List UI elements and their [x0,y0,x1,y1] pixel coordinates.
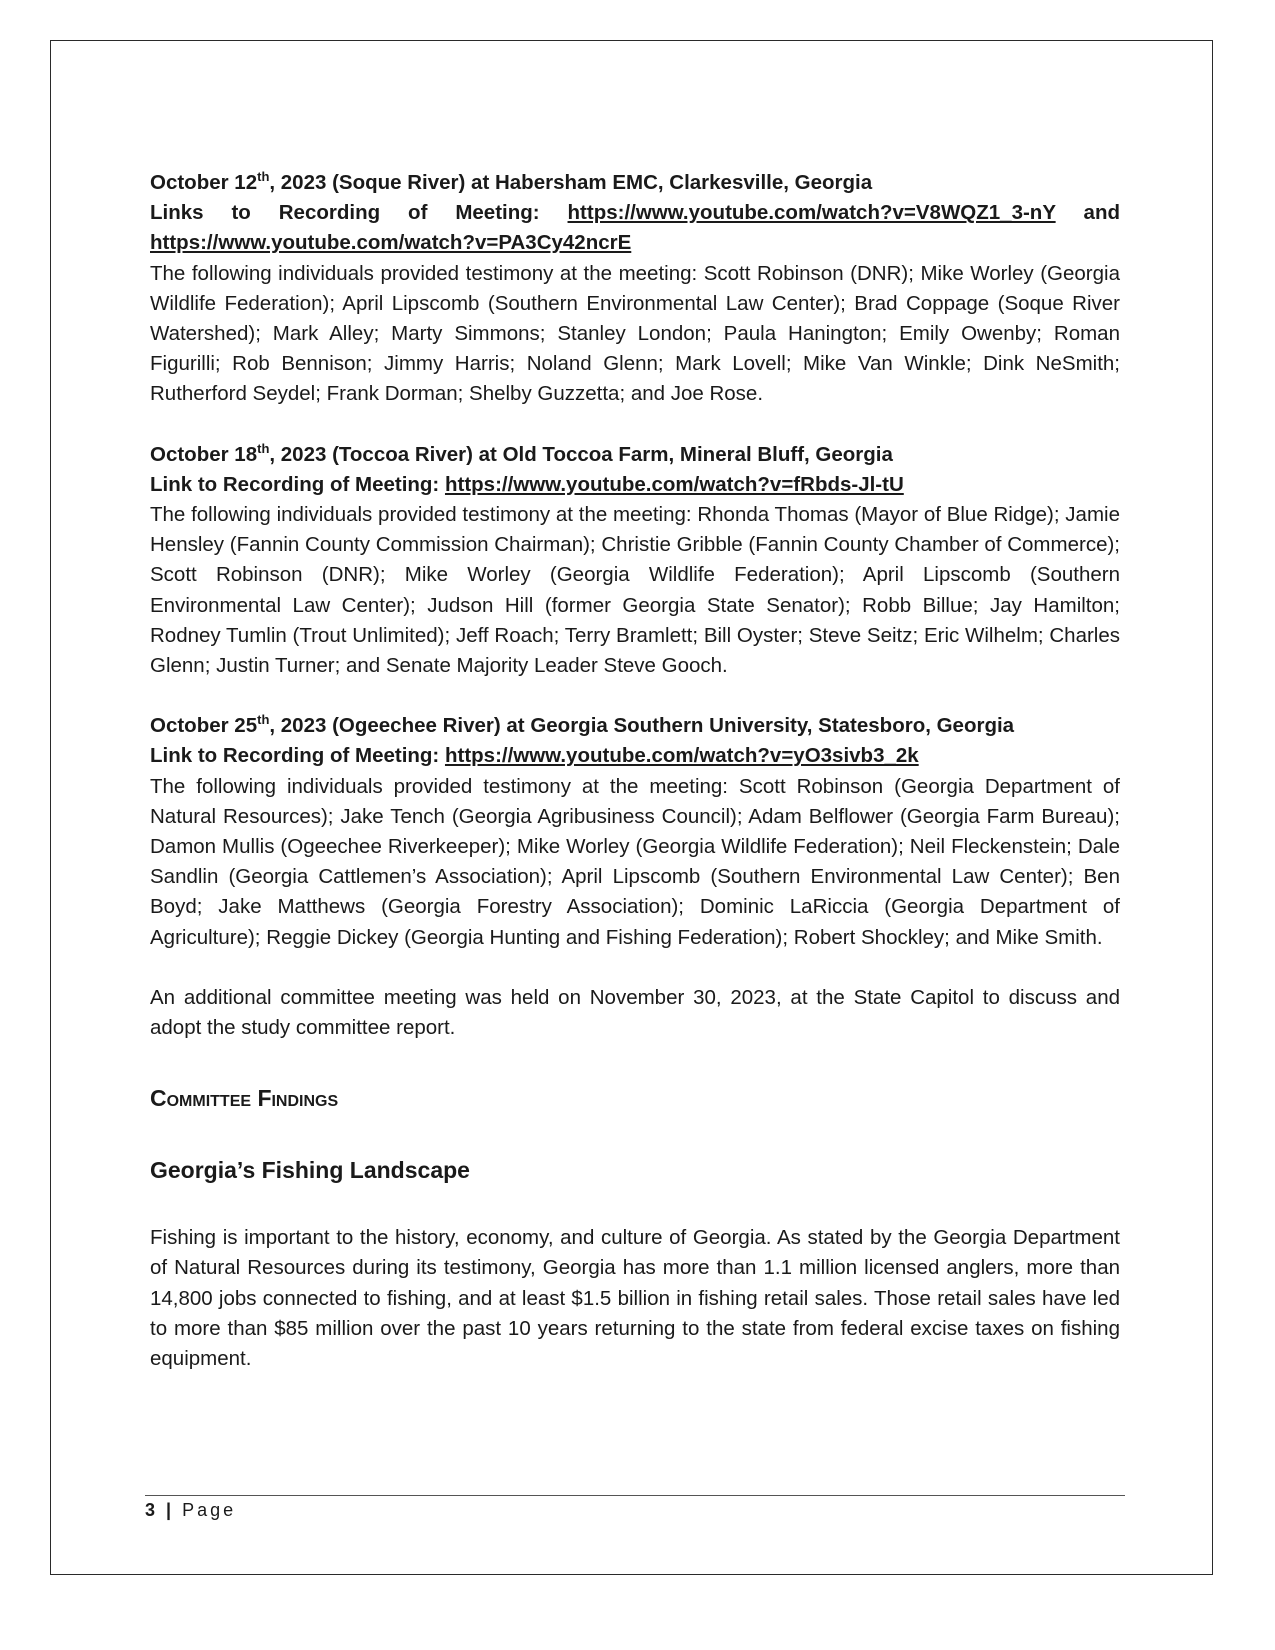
document-body [150,168,1120,1374]
recording-link[interactable]: https://www.youtube.com/watch?v=fRbds-Jl-tU [444,472,904,496]
additional-meeting-note: An additional committee meeting was held on November 30, 2023, at the State Capitol to discuss and adopt the study committee report. [150,985,1120,1040]
recording-label: Links to Recording of Meeting: [150,201,568,225]
recording-links [150,741,1120,771]
meeting-location: , 2023 (Ogeechee River) at Georgia Southern University, Statesboro, Georgia [269,714,1015,738]
recording-link[interactable]: https://www.youtube.com/watch?v=yO3sivb3_2k [444,744,919,768]
date-ordinal: th [257,712,270,728]
testimony-list: The following individuals provided testimony at the meeting: Scott Robinson (Georgia Department of Natural Resources); Jake Tench (Georgia Agribusiness Council); Adam Belflower (Georgia Farm Bureau); Damon Mullis (Ogeechee Riverkeeper); Mike Worley (Georgia Wildlife Federation); Neil Fleckenstein; Dale Sandlin (Georgia Cattlemen’s Association); April Lipscomb (Southern Environmental Law Center); Ben Boyd; Jake Matthews (Georgia Forestry Association); Dominic LaRiccia (Georgia Department of Agriculture); Reggie Dickey (Georgia Hunting and Fishing Federation); Robert Shockley; and Mike Smith. [150,774,1120,949]
meeting-location: , 2023 (Soque River) at Habersham EMC, Clarkesville, Georgia [269,171,873,194]
date-ordinal: th [257,440,270,456]
recording-link[interactable]: https://www.youtube.com/watch?v=V8WQZ1_3-nY [567,201,1056,225]
page-label: Page [182,1500,237,1520]
meeting-soque-river [150,168,1120,410]
sub-heading: Georgia’s Fishing Landscape [150,1157,470,1184]
recording-link[interactable]: https://www.youtube.com/watch?v=PA3Cy42ncrE [150,231,632,255]
meeting-ogeechee-river [150,711,1120,953]
section-heading: Committee Findings [150,1085,339,1112]
page-number: 3 [145,1500,159,1520]
meeting-date: October 12 [150,171,258,194]
recording-label: Link to Recording of Meeting: [150,744,445,768]
footer-separator: | [158,1500,183,1520]
page-footer [145,1500,236,1521]
testimony-list: The following individuals provided testimony at the meeting: Scott Robinson (DNR); Mike Worley (Georgia Wildlife Federation); April Lipscomb (Southern Environmental Law Center); Brad Coppage (Soque River Watershed); Mark Alley; Marty Simmons; Stanley London; Paula Hanington; Emily Owenby; Roman Figurilli; Rob Bennison; Jimmy Harris; Noland Glenn; Mark Lovell; Mike Van Winkle; Dink NeSmith; Rutherford Seydel; Frank Dorman; Shelby Guzzetta; and Joe Rose. [150,261,1120,406]
footer-divider [145,1495,1125,1496]
meeting-title [150,440,1120,470]
meeting-date: October 25 [150,714,258,738]
date-ordinal: th [257,169,270,185]
recording-links [150,470,1120,500]
recording-links [150,198,1120,258]
meeting-title [150,711,1120,741]
meeting-location: , 2023 (Toccoa River) at Old Toccoa Farm, Mineral Bluff, Georgia [269,442,893,466]
meeting-date: October 18 [150,442,258,466]
body-paragraph: Fishing is important to the history, economy, and culture of Georgia. As stated by the Georgia Department of Natural Resources during its testimony, Georgia has more than 1.1 million licensed anglers, more than 14,800 jobs connected to fishing, and at least $1.5 billion in fishing retail sales. Those retail sales have led to more than $85 million over the past 10 years returning to the state from federal excise taxes on fishing equipment. [150,1226,1120,1371]
testimony-list: The following individuals provided testimony at the meeting: Rhonda Thomas (Mayor of Blue Ridge); Jamie Hensley (Fannin County Commission Chairman); Christie Gribble (Fannin County Chamber of Commerce); Scott Robinson (DNR); Mike Worley (Georgia Wildlife Federation); April Lipscomb (Southern Environmental Law Center); Judson Hill (former Georgia State Senator); Robb Billue; Jay Hamilton; Rodney Tumlin (Trout Unlimited); Jeff Roach; Terry Bramlett; Bill Oyster; Steve Seitz; Eric Wilhelm; Charles Glenn; Justin Turner; and Senate Majority Leader Steve Gooch. [150,503,1120,678]
link-conjunction: and [1055,201,1120,225]
recording-label: Link to Recording of Meeting: [150,472,445,496]
meeting-toccoa-river [150,440,1120,682]
meeting-title [150,168,1120,198]
